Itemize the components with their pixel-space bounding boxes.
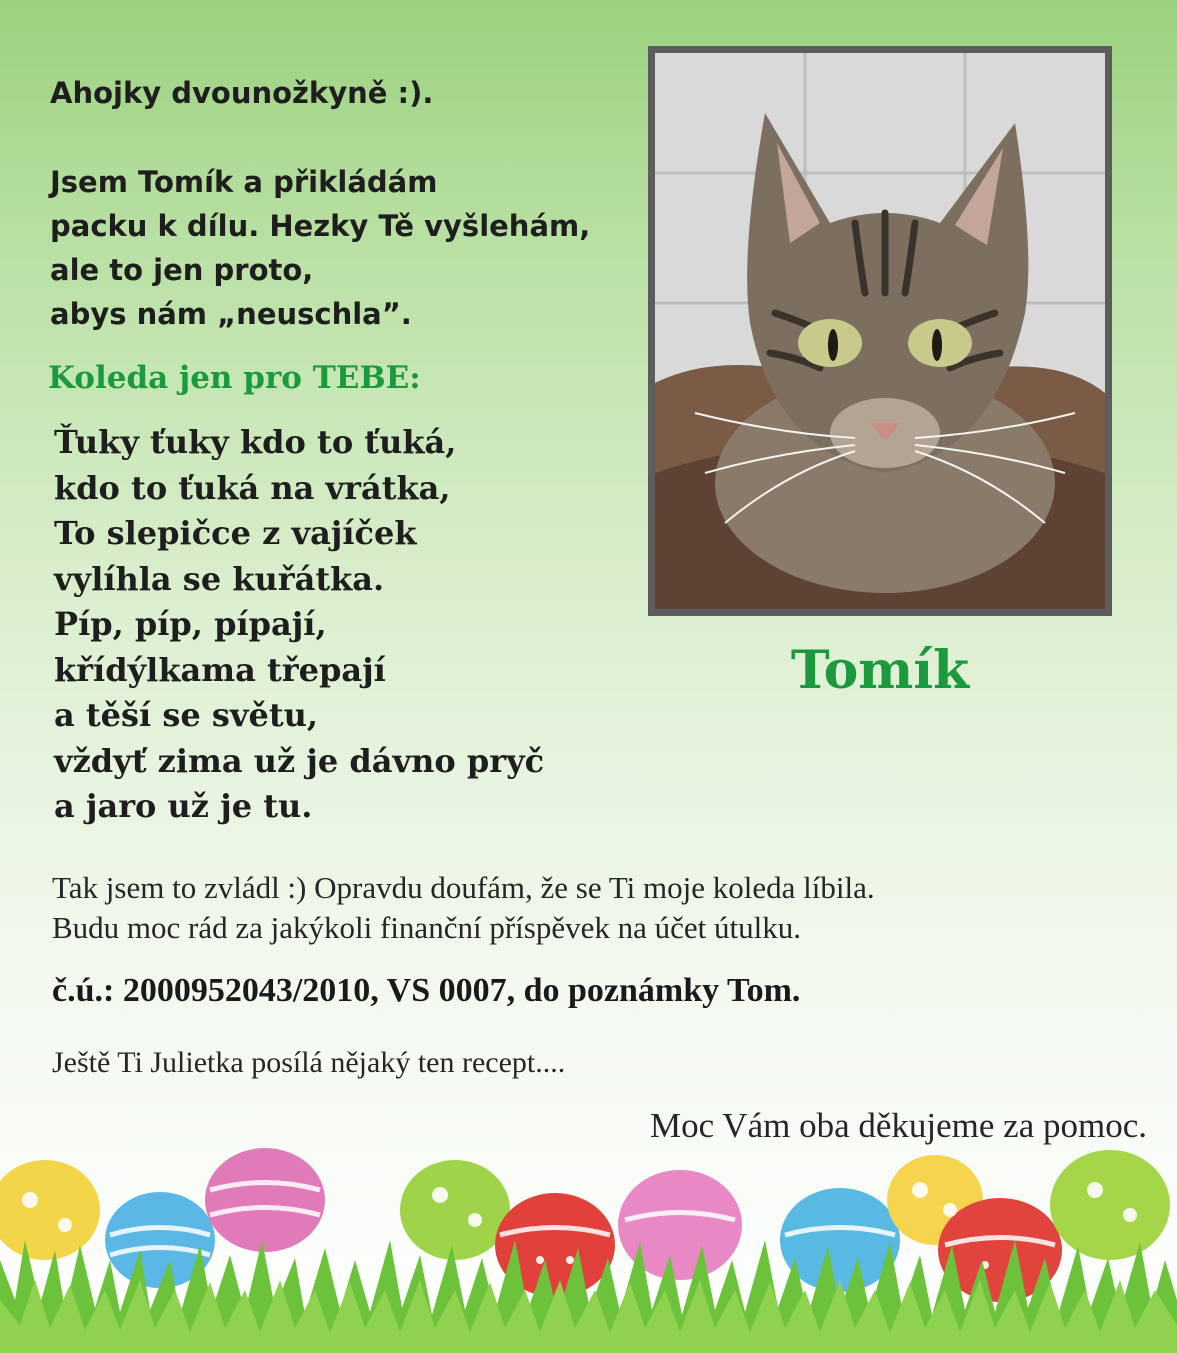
intro-line: abys nám „neuschla”. [50, 297, 412, 331]
thanks-line: Budu moc rád za jakýkoli finanční příspěvek na účet útulku. [52, 910, 801, 945]
thanks-paragraph [52, 868, 875, 948]
intro-paragraph [50, 160, 590, 336]
poem [54, 420, 544, 830]
greeting-text: Ahojky dvounožkyně :). [50, 76, 434, 110]
poem-line: a těší se světu, [54, 696, 318, 734]
poem-line: vylíhla se kuřátka. [54, 559, 385, 598]
intro-line: packu k dílu. Hezky Tě vyšlehám, [50, 209, 591, 243]
koleda-heading: Koleda jen pro TEBE: [48, 360, 421, 396]
cat-name: Tomík [790, 640, 970, 701]
bank-account-line: č.ú.: 2000952043/2010, VS 0007, do poznámky Tom. [52, 972, 801, 1009]
poem-line: To slepičce z vajíček [54, 514, 417, 552]
signoff-text: Moc Vám oba děkujeme za pomoc. [650, 1106, 1147, 1145]
cat-photo [648, 46, 1112, 616]
poem-line: vždyť zima už je dávno pryč [54, 741, 545, 780]
tabby-cat-illustration [655, 53, 1105, 609]
intro-line: ale to jen proto, [50, 253, 314, 287]
easter-eggs-border [0, 1140, 1177, 1353]
poem-line: Píp, píp, pípají, [54, 605, 327, 643]
recipe-note: Ještě Ti Julietka posílá nějaký ten recept.... [52, 1046, 566, 1079]
poem-line: Ťuky ťuky kdo to ťuká, [54, 423, 457, 461]
poem-line: kdo to ťuká na vrátka, [54, 468, 451, 507]
intro-line: Jsem Tomík a přikládám [50, 165, 438, 199]
easter-eggs-grass-illustration [0, 1140, 1177, 1353]
poem-line: křídýlkama třepají [54, 650, 386, 689]
poem-line: a jaro už je tu. [54, 787, 313, 825]
thanks-line: Tak jsem to zvládl :) Opravdu doufám, že se Ti moje koleda líbila. [52, 870, 875, 905]
